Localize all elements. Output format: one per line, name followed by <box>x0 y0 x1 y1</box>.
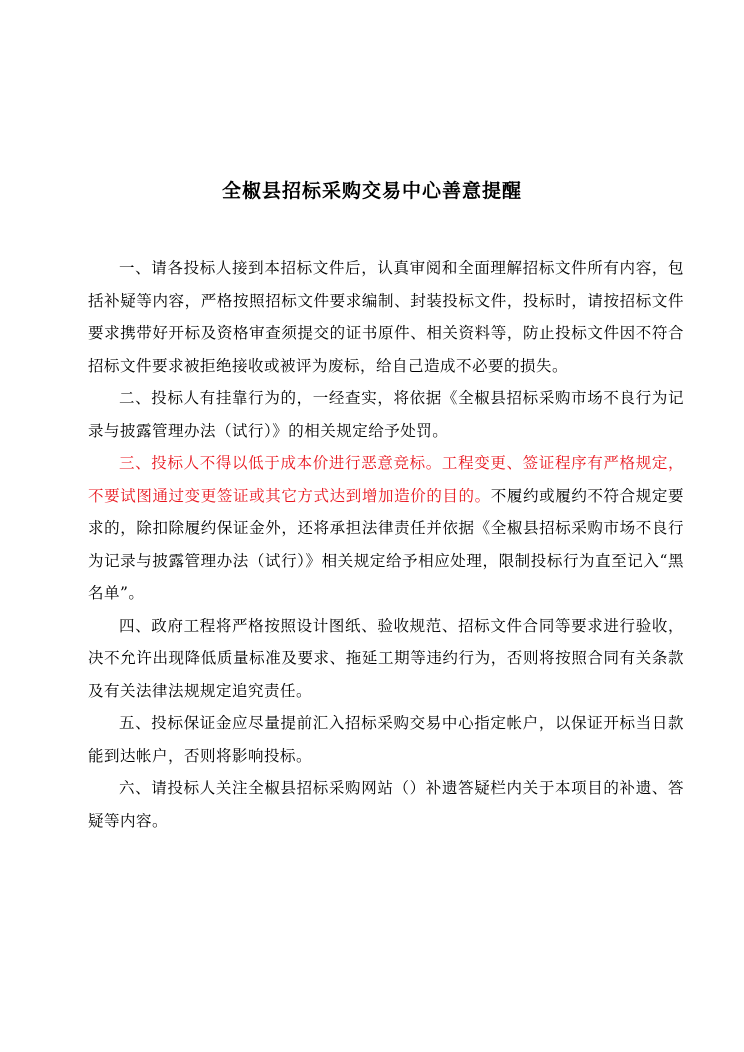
paragraph-6: 六、请投标人关注全椒县招标采购网站（）补遗答疑栏内关于本项目的补遗、答疑等内容。 <box>88 779 684 830</box>
paragraph-5: 五、投标保证金应尽量提前汇入招标采购交易中心指定帐户，以保证开标当日款能到达帐户，否则将影响投标。 <box>88 714 684 765</box>
document-title: 全椒县招标采购交易中心善意提醒 <box>221 180 522 202</box>
paragraph-2: 二、投标人有挂靠行为的，一经查实，将依据《全椒县招标采购市场不良行为记录与披露管理办法（试行）》的相关规定给予处罚。 <box>88 389 684 440</box>
paragraph-4: 四、政府工程将严格按照设计图纸、验收规范、招标文件合同等要求进行验收，决不允许出现降低质量标准及要求、拖延工期等违约行为，否则将按照合同有关条款及有关法律法规规定追究责任。 <box>88 616 684 700</box>
paragraph-3 <box>88 447 684 610</box>
warning-highlight-text: 三、投标人不得以低于成本价进行恶意竞标。工程变更、签证程序有严格规定，不要试图通过变更签证或其它方式达到增加造价的目的。 <box>88 454 684 505</box>
document-body <box>88 252 684 837</box>
paragraph-3-text: 不履约或履约不符合规定要求的，除扣除履约保证金外，还将承担法律责任并依据《全椒县招标采购市场不良行为记录与披露管理办法（试行）》相关规定给予相应处理，限制投标行为直至记入“黑名单”。 <box>88 486 684 602</box>
paragraph-1: 一、请各投标人接到本招标文件后，认真审阅和全面理解招标文件所有内容，包括补疑等内容，严格按照招标文件要求编制、封装投标文件，投标时，请按招标文件要求携带好开标及资格审查须提交的证书原件、相关资料等，防止投标文件因不符合招标文件要求被拒绝接收或被评为废标，给自己造成不必要的损失。 <box>88 259 684 375</box>
